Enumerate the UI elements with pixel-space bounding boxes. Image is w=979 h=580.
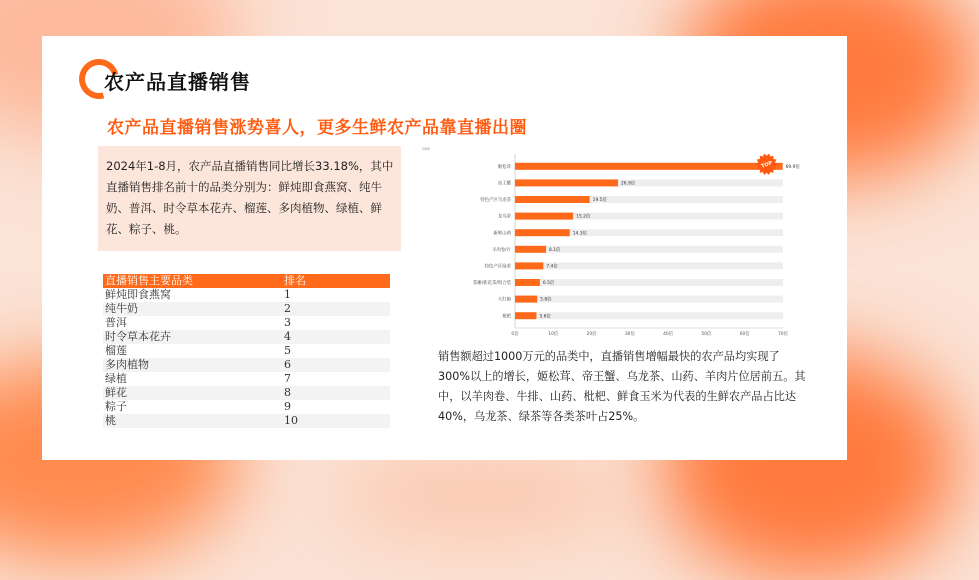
table-header-rank: 排名	[282, 274, 390, 288]
bar	[515, 229, 570, 236]
category-label: 茶摊/新花茶/组合装	[472, 281, 511, 287]
category-label: 大红袍	[497, 297, 511, 303]
data-label: 26.9倍	[620, 181, 636, 187]
table-row	[103, 288, 390, 302]
table-cell-category: 桃	[103, 414, 282, 428]
table-cell-rank: 8	[282, 386, 390, 400]
table-cell-category: 多肉植物	[103, 358, 282, 372]
table-cell-category: 绿植	[105, 372, 127, 385]
table-cell-rank: 7	[284, 372, 291, 385]
table-cell-category: 时令草本花卉	[103, 330, 282, 344]
description-text: 销售额超过1000万元的品类中，直播销售增幅最快的农产品均实现了300%以上的增长，姬松茸、帝王蟹、乌龙茶、山药、羊肉片位居前五。其中，以羊肉卷、牛排、山药、枇杷、鲜食玉米为代表的生鲜农产品占比达40%，乌龙茶、绿茶等各类茶叶占25%。	[438, 350, 806, 423]
table-row	[103, 358, 390, 372]
bar	[515, 179, 618, 186]
x-tick-label: 50倍	[701, 332, 712, 337]
table-cell-rank: 9	[284, 400, 291, 413]
data-label: 7.4倍	[546, 264, 558, 270]
table-cell-category: 粽子	[105, 400, 127, 413]
growth-bar-chart	[419, 140, 800, 340]
x-tick-label: 40倍	[663, 332, 674, 337]
table-cell-rank: 6	[282, 358, 390, 372]
chart-svg	[419, 140, 800, 340]
x-tick-label: 20倍	[586, 332, 597, 337]
content-card	[42, 36, 847, 460]
bar-track	[515, 296, 783, 303]
bar	[515, 312, 536, 319]
category-label: 帝王蟹	[497, 181, 511, 187]
top-badge-label: TOP	[760, 160, 774, 170]
table-cell-category: 鲜花	[103, 386, 282, 400]
table-row	[103, 372, 390, 386]
category-label: 枇杷	[502, 314, 511, 320]
bar	[515, 163, 783, 170]
category-label: 特色产区乌龙茶	[480, 198, 511, 204]
table-cell-rank: 2	[282, 302, 390, 316]
background-blob	[330, 450, 630, 540]
data-label: 14.3倍	[572, 231, 587, 237]
bar	[515, 213, 573, 220]
page-title: 农产品直播销售	[104, 70, 251, 94]
table-row	[103, 386, 390, 400]
category-label: 姬松茸	[497, 164, 511, 170]
table-cell-category: 纯牛奶	[103, 302, 282, 316]
bar	[515, 262, 543, 269]
data-label: 19.5倍	[592, 198, 607, 204]
category-label: 羊肉卷/片	[491, 247, 511, 253]
data-label: 6.5倍	[542, 281, 555, 287]
data-label: 5.8倍	[540, 297, 552, 303]
table-cell-rank: 5	[284, 344, 291, 357]
summary-box	[98, 146, 401, 251]
x-tick-label: 10倍	[548, 332, 559, 337]
data-label: 69.9倍	[785, 164, 800, 170]
table-header-category: 直播销售主要品类	[103, 274, 282, 288]
ranking-table	[103, 274, 390, 428]
data-label: 8.1倍	[549, 247, 561, 253]
table-row	[103, 400, 390, 414]
table-cell-rank: 3	[284, 316, 291, 329]
table-cell-category: 普洱	[105, 316, 127, 329]
x-tick-label: 30倍	[624, 332, 635, 337]
category-label: 新鲜山药	[493, 231, 511, 237]
x-tick-label: 70倍	[778, 332, 788, 337]
bar	[515, 246, 546, 253]
table-cell-category: 鲜炖即食燕窝	[105, 288, 171, 301]
bar	[515, 279, 540, 286]
table-row	[103, 344, 390, 358]
table-cell-rank: 10	[282, 414, 390, 428]
table-cell-rank: 1	[284, 288, 291, 301]
chart-top-label: GMV	[422, 147, 431, 151]
data-label: 5.6倍	[539, 314, 551, 320]
page-subtitle: 农产品直播销售涨势喜人，更多生鲜农产品靠直播出圈	[107, 118, 527, 138]
table-row	[103, 316, 390, 330]
table-header-row	[103, 274, 390, 288]
category-label: 特色产区绿茶	[484, 264, 511, 270]
x-tick-label: 0倍	[511, 332, 519, 337]
bar	[515, 296, 537, 303]
table-cell-rank: 4	[282, 330, 390, 344]
bar	[515, 196, 590, 203]
category-label: 龙乌茶	[497, 214, 511, 220]
summary-text: 2024年1-8月，农产品直播销售同比增长33.18%，其中直播销售排名前十的品类分别为：鲜炖即食燕窝、纯牛奶、普洱、时令草本花卉、榴莲、多肉植物、绿植、鲜花、粽子、桃。	[106, 159, 394, 236]
bar-track	[515, 279, 783, 286]
data-label: 15.2倍	[576, 214, 591, 220]
table-row	[103, 302, 390, 316]
table-cell-category: 榴莲	[105, 344, 127, 357]
table-row	[103, 330, 390, 344]
bar-track	[515, 312, 783, 319]
x-tick-label: 60倍	[739, 332, 750, 337]
table-row	[103, 414, 390, 428]
